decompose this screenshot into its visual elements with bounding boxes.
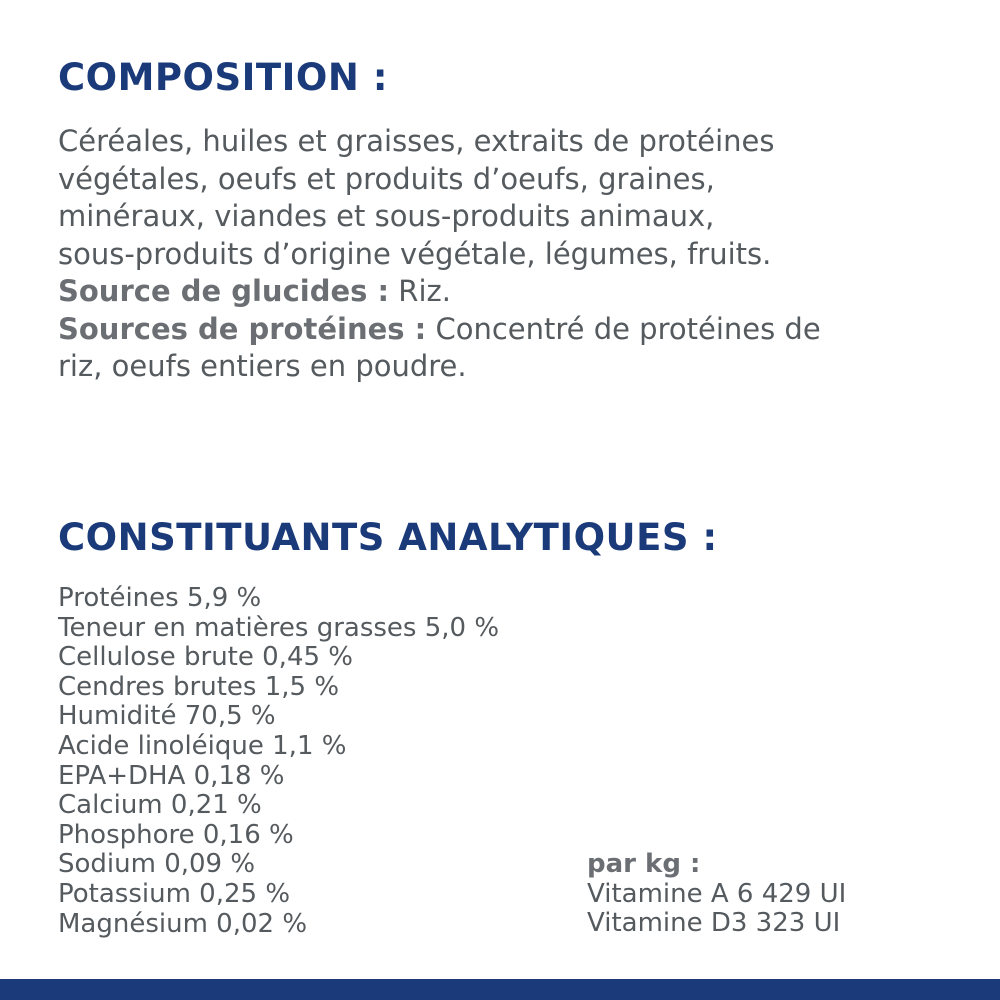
- constituants-heading: CONSTITUANTS ANALYTIQUES :: [58, 516, 718, 559]
- analytic-item: Acide linoléique 1,1 %: [58, 730, 347, 761]
- bottom-bar: [0, 979, 1000, 1000]
- composition-line: sous-produits d’origine végétale, légumes, fruits.: [58, 236, 772, 271]
- protein-source-value: Concentré de protéines de: [426, 311, 821, 346]
- analytic-item: Teneur en matières grasses 5,0 %: [58, 612, 500, 643]
- protein-source-label: Sources de protéines :: [58, 311, 427, 346]
- composition-line: minéraux, viandes et sous-produits animaux,: [58, 199, 715, 233]
- carb-source-line: [58, 273, 958, 311]
- analytic-item: Cellulose brute 0,45 %: [58, 642, 354, 673]
- analytic-item: Humidité 70,5 %: [58, 701, 276, 732]
- analytic-item: Phosphore 0,16 %: [58, 819, 294, 850]
- protein-source-line: [58, 311, 958, 349]
- per-kg-block: [587, 850, 846, 939]
- analytic-item: Sodium 0,09 %: [58, 849, 256, 880]
- carb-source-value: Riz.: [389, 274, 451, 308]
- analytic-item: Cendres brutes 1,5 %: [58, 671, 340, 702]
- vitamin-item: Vitamine D3 323 UI: [587, 908, 841, 939]
- analytic-item: Potassium 0,25 %: [58, 878, 291, 909]
- vitamin-item: Vitamine A 6 429 UI: [587, 878, 847, 909]
- composition-line: Céréales, huiles et graisses, extraits de protéines: [58, 124, 775, 158]
- analytic-item: Calcium 0,21 %: [58, 790, 262, 821]
- per-kg-title: par kg :: [587, 849, 701, 879]
- composition-text: [58, 123, 958, 386]
- composition-line: végétales, oeufs et produits d’oeufs, graines,: [58, 161, 715, 196]
- analytic-item: Magnésium 0,02 %: [58, 908, 308, 939]
- analytics-list: [58, 584, 499, 939]
- protein-source-line-2: riz, oeufs entiers en poudre.: [58, 349, 467, 383]
- vitamin-list: [587, 880, 846, 939]
- analytic-item: EPA+DHA 0,18 %: [58, 760, 285, 791]
- composition-heading: COMPOSITION :: [58, 56, 389, 99]
- analytic-item: Protéines 5,9 %: [58, 583, 262, 613]
- carb-source-label: Source de glucides :: [58, 274, 390, 308]
